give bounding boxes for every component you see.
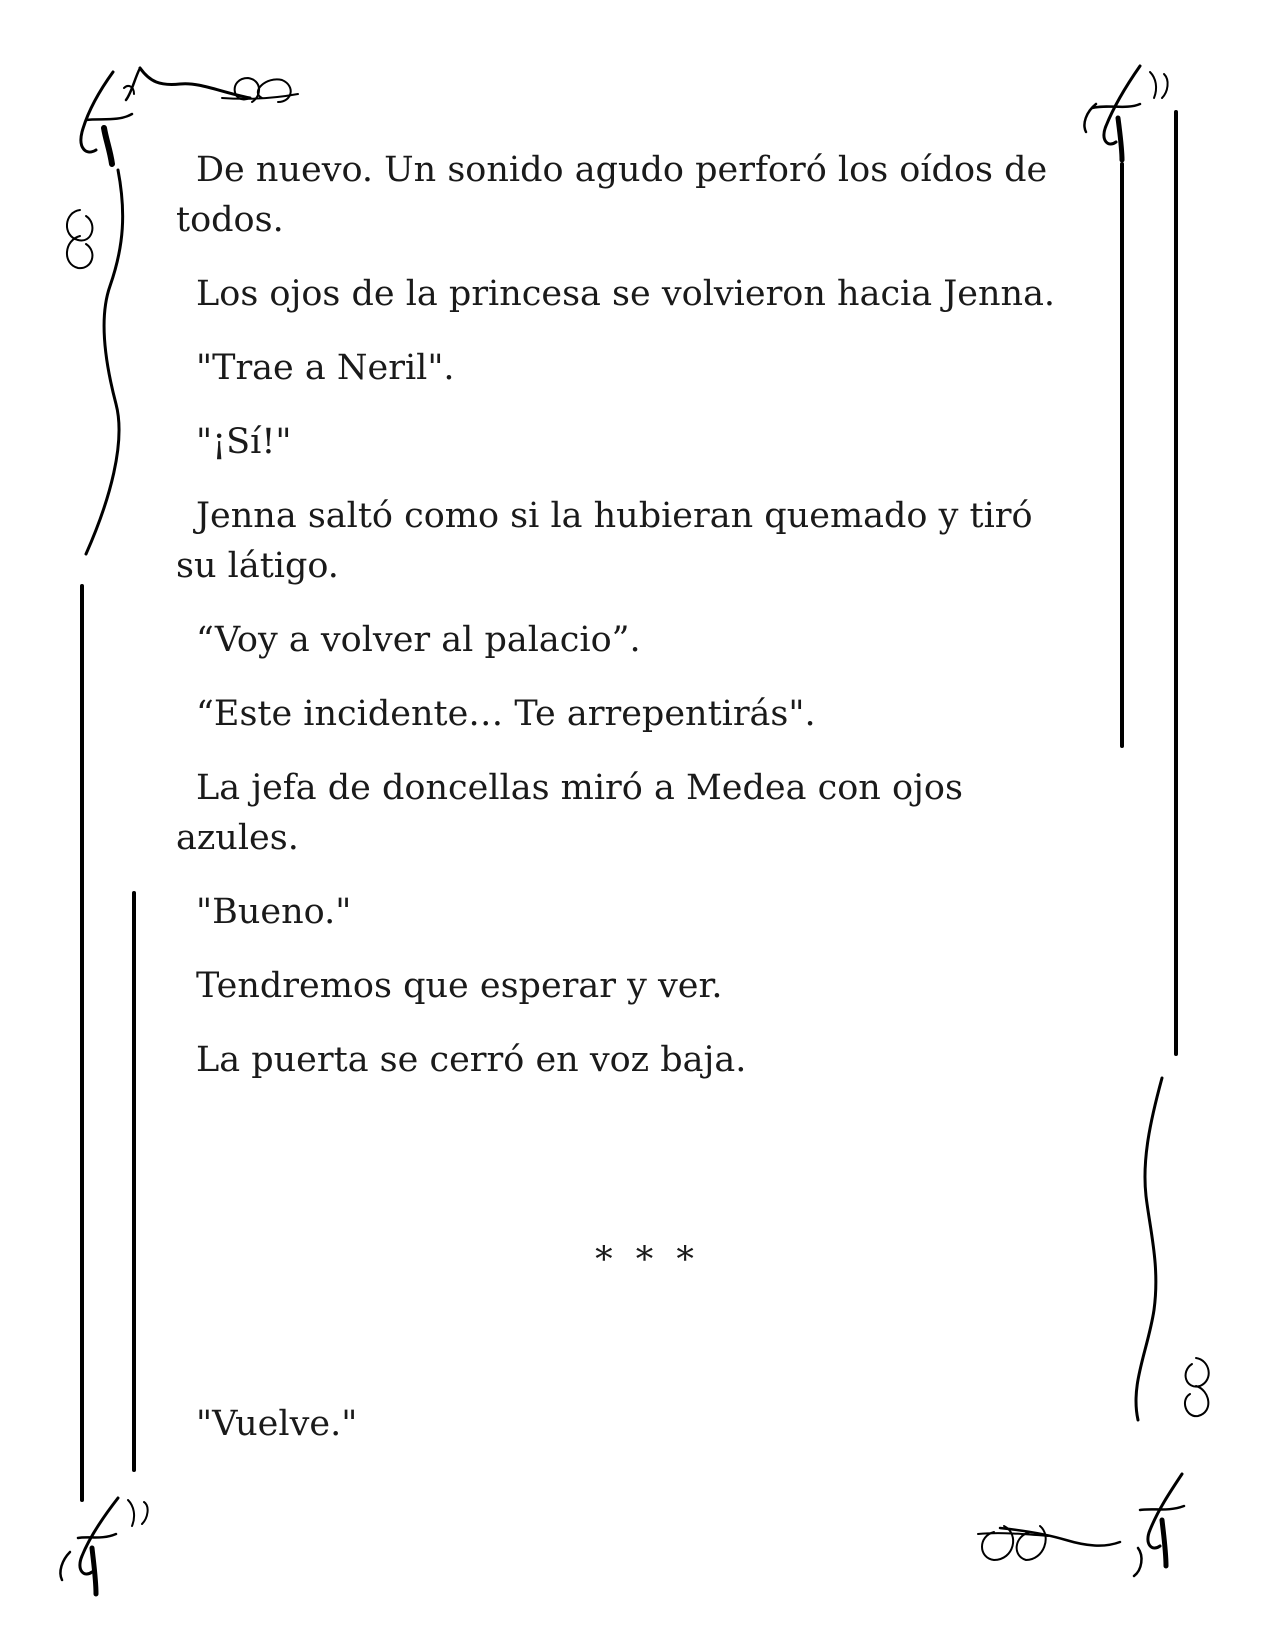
paragraph: De nuevo. Un sonido agudo perforó los oídos de todos. bbox=[176, 150, 1048, 240]
paragraph: La jefa de doncellas miró a Medea con ojos azules. bbox=[176, 768, 963, 858]
paragraph: Jenna saltó como si la hubieran quemado y tiró su látigo. bbox=[176, 496, 1033, 586]
paragraph: Los ojos de la princesa se volvieron hacia Jenna. bbox=[196, 274, 1056, 314]
bottom-right-flourish bbox=[978, 1474, 1184, 1576]
left-curved-rule bbox=[67, 170, 123, 554]
paragraph-after-break: "Vuelve." bbox=[196, 1404, 358, 1444]
paragraph: "Trae a Neril". bbox=[196, 348, 455, 388]
paragraph: “Voy a volver al palacio”. bbox=[196, 620, 641, 660]
top-right-flourish bbox=[1084, 66, 1167, 160]
paragraph: "Bueno." bbox=[196, 892, 352, 932]
scene-break: * * * bbox=[595, 1240, 700, 1280]
page-text bbox=[176, 145, 1056, 1109]
bottom-left-flourish bbox=[60, 1498, 147, 1594]
paragraph: Tendremos que esperar y ver. bbox=[196, 966, 723, 1006]
paragraph: La puerta se cerró en voz baja. bbox=[196, 1040, 747, 1080]
paragraph: "¡Sí!" bbox=[196, 422, 292, 462]
paragraph: “Este incidente… Te arrepentirás". bbox=[196, 694, 816, 734]
